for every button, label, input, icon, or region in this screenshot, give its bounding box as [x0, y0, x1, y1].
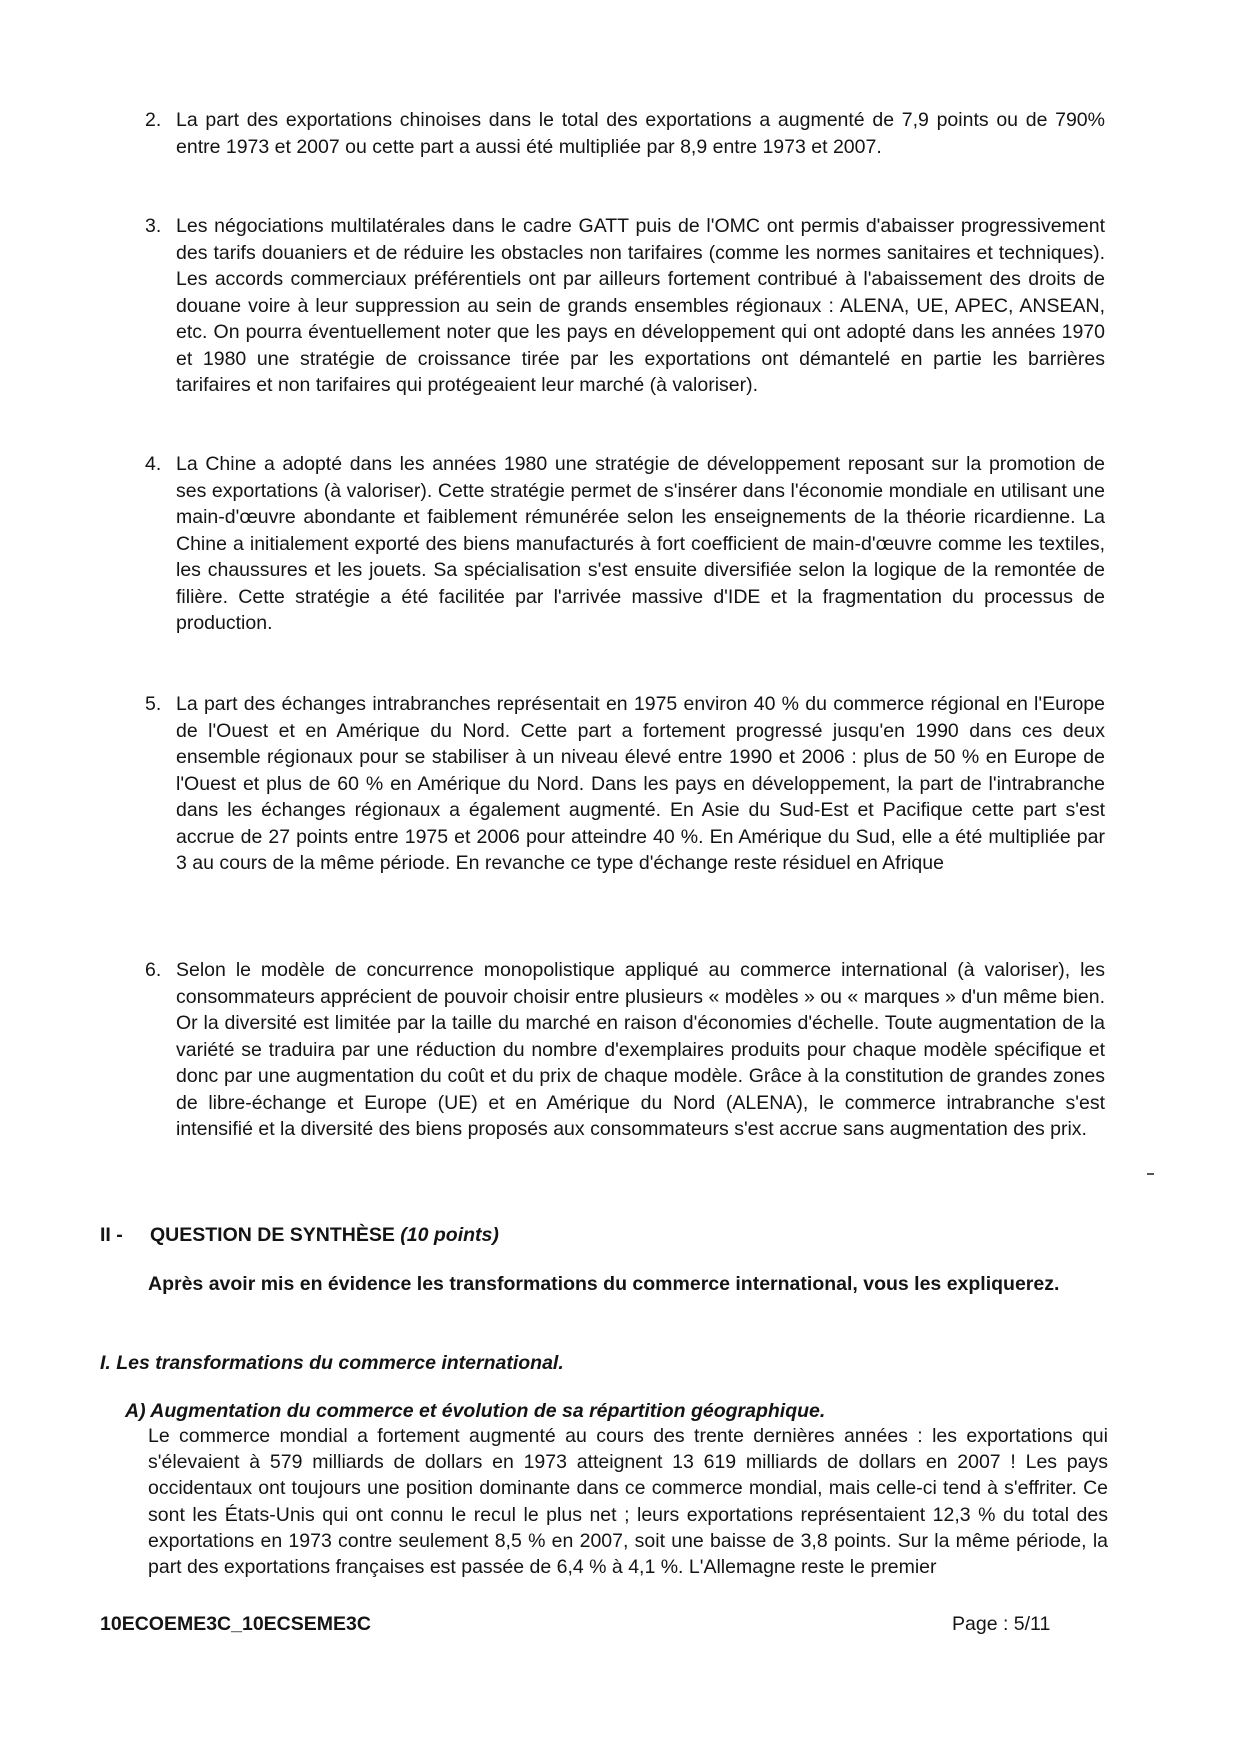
- answer-number: 5.: [145, 693, 162, 715]
- body-paragraph: Le commerce mondial a fortement augmenté au cours des trente dernières années : les exportations qui s'élevaient à 579 milliards de dollars en 1973 atteignent 13 619 milliards de dollars en 2007 ! Les pays occidentaux ont toujours une position dominante dans ce commerce mondial, mais celle-ci tend à s'effriter. Ce sont les États-Unis qui ont connu le recul le plus net ; leurs exportations représentaient 12,3 % du total des exportations en 1973 contre seulement 8,5 % en 2007, soit une baisse de 3,8 points. Sur la même période, la part des exportations françaises est passée de 6,4 % à 4,1 %. L'Allemagne reste le premier: [148, 1425, 1108, 1579]
- synthesis-question: Après avoir mis en évidence les transformations du commerce international, vous les expliquerez.: [148, 1273, 1060, 1295]
- sub-heading: A) Augmentation du commerce et évolution de sa répartition géographique.: [125, 1400, 826, 1422]
- answer-item-5: [145, 691, 1105, 877]
- answer-text: Les négociations multilatérales dans le cadre GATT puis de l'OMC ont permis d'abaisser progressivement des tarifs douaniers et de réduire les obstacles non tarifaires (comme les normes sanitaires et techniques). Les accords commerciaux préférentiels ont par ailleurs fortement contribué à l'abaissement des droits de douane voire à leur suppression au sein de grands ensembles régionaux : ALENA, UE, APEC, ANSEAN, etc. On pourra éventuellement noter que les pays en développement qui ont adopté dans les années 1970 et 1980 une stratégie de croissance tirée par les exportations ont démantelé en partie les barrières tarifaires et non tarifaires qui protégeaient leur marché (à valoriser).: [176, 215, 1105, 396]
- answer-number: 4.: [145, 453, 162, 475]
- answer-item-2: [145, 107, 1105, 160]
- scan-mark: [1147, 1173, 1154, 1175]
- answer-item-6: [145, 957, 1105, 1143]
- page-number: Page : 5/11: [952, 1613, 1051, 1635]
- answer-number: 6.: [145, 959, 162, 981]
- section-numeral: II -: [100, 1224, 123, 1246]
- answer-text: Selon le modèle de concurrence monopolistique appliqué au commerce international (à valoriser), les consommateurs apprécient de pouvoir choisir entre plusieurs « modèles » ou « marques » d'un même bien. Or la diversité est limitée par la taille du marché en raison d'économies d'échelle. Toute augmentation de la variété se traduira par une réduction du nombre d'exemplaires produits pour chaque modèle spécifique et donc par une augmentation du coût et du prix de chaque modèle. Grâce à la constitution de grandes zones de libre-échange et Europe (UE) et en Amérique du Nord (ALENA), le commerce intrabranche s'est intensifié et la diversité des biens proposés aux consommateurs s'est accrue sans augmentation des prix.: [176, 959, 1105, 1140]
- part-heading: I. Les transformations du commerce international.: [100, 1352, 564, 1374]
- answer-text: La part des exportations chinoises dans le total des exportations a augmenté de 7,9 points ou de 790% entre 1973 et 2007 ou cette part a aussi été multipliée par 8,9 entre 1973 et 2007.: [176, 109, 1105, 158]
- section-points: (10 points): [400, 1224, 499, 1246]
- document-code: 10ECOEME3C_10ECSEME3C: [100, 1613, 371, 1635]
- section-heading: [100, 1222, 499, 1248]
- answer-item-4: [145, 451, 1105, 637]
- answer-number: 2.: [145, 109, 162, 131]
- section-title: QUESTION DE SYNTHÈSE: [150, 1224, 395, 1246]
- answer-number: 3.: [145, 215, 162, 237]
- answer-text: La Chine a adopté dans les années 1980 une stratégie de développement reposant sur la promotion de ses exportations (à valoriser). Cette stratégie permet de s'insérer dans l'économie mondiale en utilisant une main-d'œuvre abondante et faiblement rémunérée selon les enseignements de la théorie ricardienne. La Chine a initialement exporté des biens manufacturés à fort coefficient de main-d'œuvre comme les textiles, les chaussures et les jouets. Sa spécialisation s'est ensuite diversifiée selon la logique de la remontée de filière. Cette stratégie a été facilitée par l'arrivée massive d'IDE et la fragmentation du processus de production.: [176, 453, 1105, 634]
- answer-text: La part des échanges intrabranches représentait en 1975 environ 40 % du commerce régional en l'Europe de l'Ouest et en Amérique du Nord. Cette part a fortement progressé jusqu'en 1990 dans ces deux ensemble régionaux pour se stabiliser à un niveau élevé entre 1990 et 2006 : plus de 50 % en Europe de l'Ouest et plus de 60 % en Amérique du Nord. Dans les pays en développement, la part de l'intrabranche dans les échanges régionaux a également augmenté. En Asie du Sud-Est et Pacifique cette part s'est accrue de 27 points entre 1975 et 2006 pour atteindre 40 %. En Amérique du Sud, elle a été multipliée par 3 au cours de la même période. En revanche ce type d'échange reste résiduel en Afrique: [176, 693, 1105, 874]
- answer-item-3: [145, 213, 1105, 399]
